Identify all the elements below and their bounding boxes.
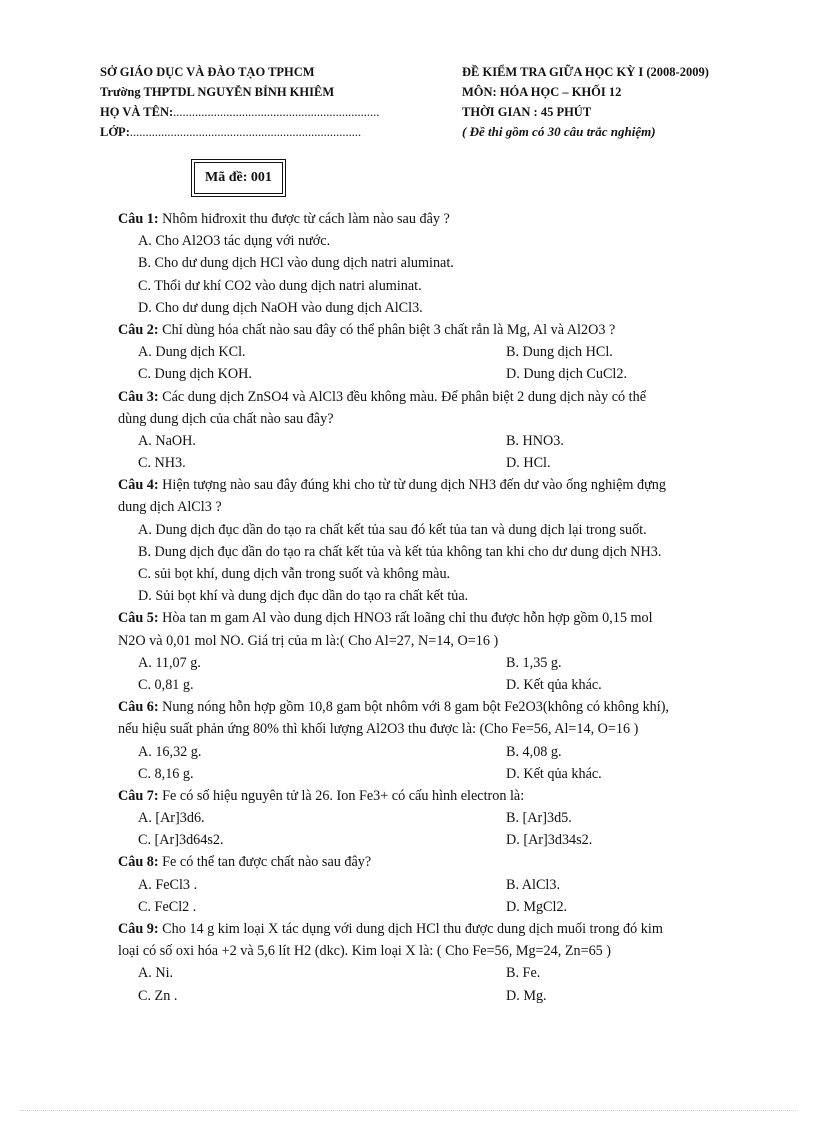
- option-b: B. HNO3.: [506, 432, 564, 449]
- class-label: LỚP:: [100, 124, 130, 139]
- question-label: Câu 6:: [118, 699, 159, 716]
- option-row: [118, 896, 748, 918]
- option-a: A. Ni.: [138, 965, 174, 982]
- exam-title: ĐỀ KIỂM TRA GIỮA HỌC KỲ I (2008-2009): [462, 64, 709, 79]
- exam-code-box: [191, 159, 286, 197]
- exam-note: ( Đề thi gồm có 30 câu trắc nghiệm): [462, 124, 656, 139]
- option-b: B. Dung dịch đục dần do tạo ra chất kết tủa và kết tủa không tan khi cho dư dung dịch NH3.: [138, 543, 662, 560]
- question-text: Cho 14 g kim loại X tác dụng với dung dịch HCl thu được dung dịch muối trong đó kim: [158, 921, 663, 937]
- option-a: A. Dung dịch KCl.: [138, 344, 246, 361]
- question-text-cont: dùng dung dịch của chất nào sau đây?: [118, 410, 334, 427]
- option-d: D. Cho dư dung dịch NaOH vào dung dịch AlCl3.: [138, 299, 423, 316]
- option-d: D. MgCl2.: [506, 898, 568, 915]
- question-label: Câu 3:: [118, 388, 159, 405]
- question-4: [118, 474, 748, 496]
- question-text: Nhôm hiđroxit thu được từ cách làm nào sau đây ?: [158, 211, 450, 227]
- option-a: A. Dung dịch đục dần do tạo ra chất kết tủa sau đó kết tủa tan và dung dịch lại trong suốt.: [138, 521, 647, 538]
- department-name: SỞ GIÁO DỤC VÀ ĐÀO TẠO TPHCM: [100, 64, 315, 79]
- question-9: [118, 918, 748, 940]
- option-b: B. AlCl3.: [506, 876, 561, 893]
- question-1: [118, 208, 748, 230]
- school-name: Trường THPTDL NGUYỄN BỈNH KHIÊM: [100, 84, 335, 99]
- question-text-cont: loại có số oxi hóa +2 và 5,6 lít H2 (dkc). Kim loại X là: ( Cho Fe=56, Mg=24, Zn=65 ): [118, 943, 612, 960]
- exam-subject: MÔN: HÓA HỌC – KHỐI 12: [462, 84, 622, 99]
- question-text: Nung nóng hỗn hợp gồm 10,8 gam bột nhôm với 8 gam bột Fe2O3(không có không khí),: [158, 699, 669, 716]
- option-a: A. [Ar]3d6.: [138, 810, 205, 827]
- question-6: [118, 696, 748, 718]
- question-list: [118, 208, 748, 1007]
- option-c: C. 8,16 g.: [138, 765, 194, 782]
- option-c: C. FeCl2 .: [138, 898, 197, 915]
- exam-code: Mã đề: 001: [194, 162, 283, 194]
- option-d: D. HCl.: [506, 455, 551, 472]
- question-label: Câu 1:: [118, 211, 159, 227]
- option-row: [118, 874, 748, 896]
- option-b: B. [Ar]3d5.: [506, 810, 572, 827]
- option-row: [118, 363, 748, 385]
- option-d: D. Kết qủa khác.: [506, 765, 602, 782]
- student-name-field: [100, 105, 462, 120]
- question-text-cont: N2O và 0,01 mol NO. Giá trị của m là:( Cho Al=27, N=14, O=16 ): [118, 632, 499, 649]
- option-c: C. [Ar]3d64s2.: [138, 832, 224, 849]
- option-d: D. Mg.: [506, 987, 547, 1004]
- option-row: [118, 741, 748, 763]
- question-text: Hiện tượng nào sau đây đúng khi cho từ từ dung dịch NH3 đến dư vào ống nghiệm đựng: [158, 477, 666, 494]
- option-row: [118, 763, 748, 785]
- question-5: [118, 607, 748, 629]
- question-text: Các dung dịch ZnSO4 và AlCl3 đều không màu. Để phân biệt 2 dung dịch này có thể: [158, 388, 647, 405]
- class-field: [100, 125, 462, 140]
- question-text-cont: nếu hiệu suất phản ứng 80% thì khối lượng Al2O3 thu được là: (Cho Fe=56, Al=14, O=16 ): [118, 721, 639, 738]
- option-b: B. Fe.: [506, 965, 541, 982]
- question-label: Câu 8:: [118, 854, 159, 871]
- student-name-dots: ..................................................................: [173, 104, 380, 119]
- option-b: B. 1,35 g.: [506, 654, 562, 671]
- option-row: [118, 430, 748, 452]
- option-a: A. 16,32 g.: [138, 743, 202, 760]
- option-d: D. Kết qủa khác.: [506, 676, 602, 693]
- option-c: C. Zn .: [138, 987, 178, 1004]
- option-row: [118, 652, 748, 674]
- option-a: A. NaOH.: [138, 432, 196, 449]
- option-row: [118, 452, 748, 474]
- option-row: [118, 829, 748, 851]
- option-c: C. Dung dịch KOH.: [138, 366, 252, 383]
- option-row: [118, 985, 748, 1007]
- option-row: [118, 341, 748, 363]
- option-a: A. 11,07 g.: [138, 654, 201, 671]
- question-label: Câu 9:: [118, 921, 159, 937]
- option-c: C. Thổi dư khí CO2 vào dung dịch natri aluminat.: [138, 277, 422, 294]
- option-d: D. Dung dịch CuCl2.: [506, 366, 627, 383]
- exam-time: THỜI GIAN : 45 PHÚT: [462, 104, 592, 119]
- question-text: Chỉ dùng hóa chất nào sau đây có thể phân biệt 3 chất rắn là Mg, Al và Al2O3 ?: [158, 321, 616, 338]
- option-a: A. FeCl3 .: [138, 876, 198, 893]
- option-c: C. sủi bọt khí, dung dịch vẫn trong suốt và không màu.: [138, 566, 451, 582]
- question-text: Fe có số hiệu nguyên tử là 26. Ion Fe3+ có cấu hình electron là:: [158, 787, 525, 804]
- question-label: Câu 2:: [118, 321, 159, 338]
- option-c: C. 0,81 g.: [138, 676, 194, 693]
- question-text: Hòa tan m gam Al vào dung dịch HNO3 rất loãng chỉ thu được hỗn hợp gồm 0,15 mol: [158, 610, 653, 627]
- option-a: A. Cho Al2O3 tác dụng với nước.: [138, 233, 331, 250]
- question-text-cont: dung dịch AlCl3 ?: [118, 499, 222, 516]
- option-d: D. Sủi bọt khí và dung dịch đục dần do tạo ra chất kết tủa.: [138, 588, 469, 605]
- question-8: [118, 851, 748, 873]
- option-d: D. [Ar]3d34s2.: [506, 832, 593, 849]
- question-2: [118, 319, 748, 341]
- question-7: [118, 785, 748, 807]
- option-row: [118, 962, 748, 984]
- option-row: [118, 674, 748, 696]
- option-b: B. Dung dịch HCl.: [506, 344, 613, 361]
- option-b: B. 4,08 g.: [506, 743, 562, 760]
- option-c: C. NH3.: [138, 455, 186, 472]
- option-row: [118, 807, 748, 829]
- question-label: Câu 4:: [118, 477, 159, 494]
- student-name-label: HỌ VÀ TÊN:: [100, 104, 174, 119]
- exam-header: [100, 62, 740, 142]
- question-text: Fe có thể tan được chất nào sau đây?: [158, 854, 372, 871]
- option-b: B. Cho dư dung dịch HCl vào dung dịch natri aluminat.: [138, 255, 454, 272]
- class-dots: ..........................................................................: [129, 124, 362, 139]
- page-bottom-divider: [20, 1110, 796, 1111]
- question-label: Câu 7:: [118, 787, 159, 804]
- question-label: Câu 5:: [118, 610, 159, 627]
- question-3: [118, 386, 748, 408]
